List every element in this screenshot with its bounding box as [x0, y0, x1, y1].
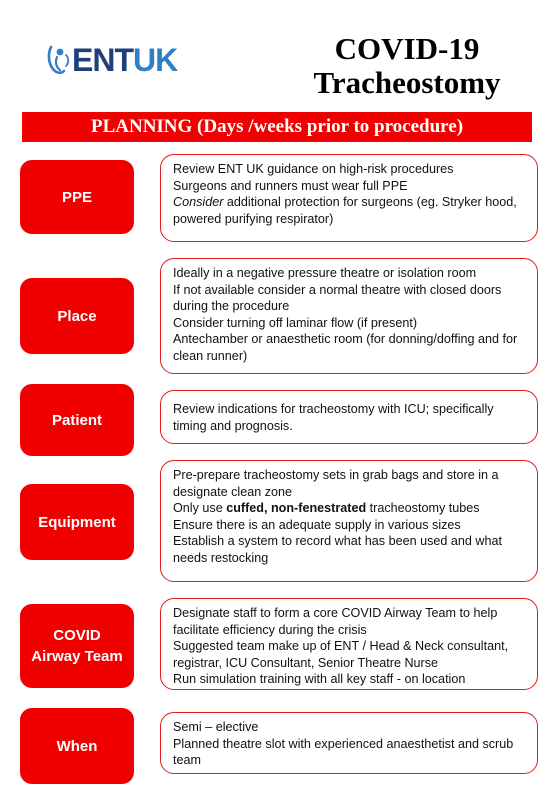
- ppe-label-text: PPE: [61, 188, 92, 206]
- ent-uk-figure-icon: [46, 43, 72, 77]
- equipment-details: [160, 460, 538, 582]
- ppe-consider-emphasis: Consider: [173, 195, 224, 209]
- patient-details: [160, 390, 538, 444]
- airway-team-details: [160, 598, 538, 690]
- title-line-1: COVID-19: [334, 31, 480, 66]
- ppe-line-1: Review ENT UK guidance on high-risk procedures: [173, 162, 454, 176]
- equipment-tube-type: cuffed, non-fenestrated: [226, 501, 367, 515]
- equipment-line-2: Only use cuffed, non-fenestrated tracheostomy tubes: [173, 501, 480, 515]
- title-line-2: Tracheostomy: [313, 65, 501, 100]
- logo-wordmark: ENTUK: [72, 42, 178, 78]
- place-label-text: Place: [57, 307, 97, 325]
- when-line-1: Semi – elective: [173, 720, 259, 734]
- equipment-label: [20, 484, 134, 560]
- ppe-line-3: [173, 194, 525, 227]
- when-label-text: When: [56, 737, 98, 755]
- airway-team-label-line-1: COVID: [53, 627, 101, 644]
- when-line-2: Planned theatre slot with experienced anaesthetist and scrub team: [173, 736, 514, 767]
- airway-team-label-line-2: Airway Team: [31, 648, 123, 665]
- place-details: [160, 258, 538, 374]
- equipment-line-4: Establish a system to record what has been used and what needs restocking: [173, 534, 503, 565]
- equipment-line-3: Ensure there is an adequate supply in various sizes: [173, 517, 461, 532]
- place-line-2: If not available consider a normal theatre with closed doors during the procedure: [173, 282, 502, 313]
- ent-uk-logo: [46, 40, 177, 80]
- place-line-3: Consider turning off laminar flow (if present): [173, 315, 418, 330]
- place-label: [20, 278, 134, 354]
- patient-label: [20, 384, 134, 456]
- patient-label-text: Patient: [51, 411, 102, 429]
- ppe-line-2: Surgeons and runners must wear full PPE: [173, 178, 408, 193]
- equipment-label-text: Equipment: [38, 513, 116, 531]
- place-line-4: Antechamber or anaesthetic room (for donning/doffing and for clean runner): [173, 332, 518, 363]
- ppe-details: [160, 154, 538, 242]
- patient-line-1: Review indications for tracheostomy with ICU; specifically timing and prognosis.: [173, 402, 494, 433]
- equipment-line-1: Pre-prepare tracheostomy sets in grab bags and store in a designate clean zone: [173, 468, 499, 499]
- airway-team-line-2: Suggested team make up of ENT / Head & Neck consultant, registrar, ICU Consultant, Senior Theatre Nurse: [173, 639, 509, 670]
- when-details: [160, 712, 538, 774]
- ppe-consider-text: additional protection for surgeons (eg. Stryker hood, powered purifying respirator): [173, 195, 517, 226]
- planning-banner: PLANNING (Days /weeks prior to procedure): [22, 112, 532, 142]
- page-title: [287, 32, 527, 100]
- ppe-label: [20, 160, 134, 234]
- airway-team-label: [20, 604, 134, 688]
- airway-team-line-1: Designate staff to form a core COVID Airway Team to help facilitate efficiency during the crisis: [173, 606, 498, 637]
- airway-team-line-3: Run simulation training with all key staff - on location: [173, 672, 466, 686]
- place-line-1: Ideally in a negative pressure theatre or isolation room: [173, 266, 477, 280]
- when-label: [20, 708, 134, 784]
